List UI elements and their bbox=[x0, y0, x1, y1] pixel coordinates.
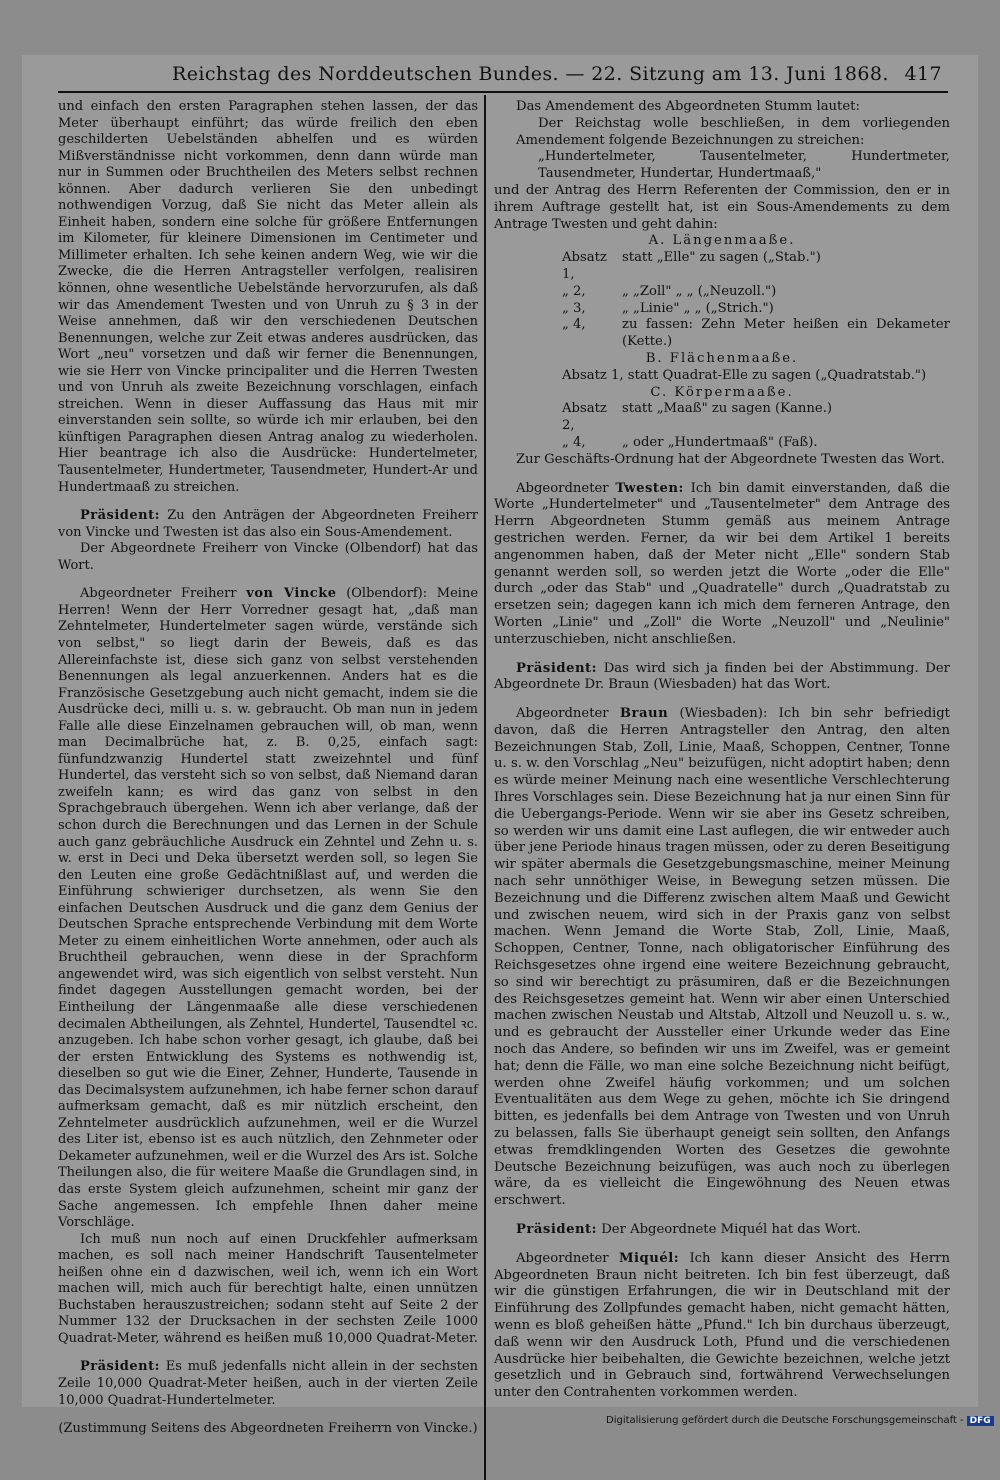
amendment-text: statt „Maaß" zu sagen (Kanne.) bbox=[622, 401, 833, 417]
amendment-list-c bbox=[494, 401, 950, 451]
speech-text: Ich kann dieser Ansicht des Herrn Abgeordneten Braun nicht beitreten. Ich bin fest überzeugt, daß wir die günstigen Erfahrungen, die wir in Deutschland mit der Einführung des Zollpfundes gemacht haben, nicht gemacht hätten, wenn es bloß geheißen hätte „Pfund." Ich bin durchaus überzeugt, daß wenn wir den Ausdruck Loth, Pfund und die verschiedenen Ausdrücke hier beibehalten, die Gewichte bezeichnen, welche jetzt gesetzlich und in Gebrauch sind, fortwährend Verwechselungen unter den Contrahenten vorkommen werden. bbox=[494, 1250, 950, 1401]
amendment-label: Absatz 2, bbox=[562, 401, 607, 434]
paragraph: Zur Geschäfts-Ordnung hat der Abgeordnete Twesten das Wort. bbox=[516, 451, 945, 467]
speaker-prefix: Abgeordneter bbox=[516, 1250, 609, 1266]
paragraph: Das Amendement des Abgeordneten Stumm lautet: bbox=[516, 99, 860, 114]
speech-text: Ich bin damit einverstanden, daß die Worte „Hundertelmeter" und „Tausentelmeter" dem Antrage des Herrn Abgeordneten Stumm gemäß aus meinem Antrage gestrichen werden. Ferner, da wir bei dem Artikel 1 bereits angenommen haben, daß der Meter nicht „Elle" sondern Stab genannt werden soll, so werden jetzt die Worte „oder die Elle" durch „oder das Stab" und „Quadratelle" durch „Quadratstab zu ersetzen sein; dagegen kann ich mich dem ferneren Antrage, den Worten „Linie" und „Zoll" die Worte „Neuzoll" und „Neulinie" unterzuschieben, nicht anschließen. bbox=[494, 480, 950, 647]
speech-text: Es muß jedenfalls nicht allein in der sechsten Zeile 10,000 Quadrat-Meter heißen, auch in der vierten Zeile 10,000 Quadrat-Hundertelmeter. bbox=[58, 1359, 478, 1408]
amendment-text: statt „Elle" zu sagen („Stab.") bbox=[622, 250, 821, 266]
dfg-logo: DFG bbox=[967, 1416, 994, 1426]
paragraph: Der Abgeordnete Freiherr von Vincke (Olbendorf) hat das Wort. bbox=[58, 541, 478, 573]
speaker-name: Präsident: bbox=[516, 1222, 598, 1237]
amendment-label: „ 3, bbox=[562, 300, 586, 316]
amendment-row bbox=[494, 435, 950, 452]
amendment-row: Absatz 1, statt Quadrat-Elle zu sagen („Quadratstab.") bbox=[562, 367, 927, 383]
speech-text: Zu den Anträgen der Abgeordneten Freiherr von Vincke und Twesten ist das also ein Sous-Amendement. bbox=[58, 508, 478, 540]
paragraph: Der Reichstag wolle beschließen, in dem vorliegenden Amendement folgende Bezeichnungen zu streichen: bbox=[516, 115, 950, 148]
section-heading: A. Längenmaaße. bbox=[648, 233, 796, 249]
right-column bbox=[494, 99, 950, 1402]
running-title: Reichstag des Norddeutschen Bundes. — 22. Sitzung am 13. Juni 1868. bbox=[172, 63, 889, 85]
page-header bbox=[172, 63, 942, 89]
paragraph bbox=[58, 1359, 478, 1409]
amendment-label: Absatz 1, bbox=[562, 250, 607, 282]
amendment-row bbox=[494, 250, 950, 284]
amendment-row bbox=[494, 284, 950, 301]
speaker-name: von Vincke bbox=[246, 586, 337, 602]
speech-text: Das wird sich ja finden bei der Abstimmung. Der Abgeordnete Dr. Braun (Wiesbaden) hat das Wort. bbox=[494, 660, 950, 693]
column-divider bbox=[484, 95, 486, 1480]
paragraph: „Hundertelmeter, Tausentelmeter, Hundertmeter, Tausendmeter, Hundertar, Hundertmaaß," bbox=[538, 149, 950, 182]
speaker-name: Miquél: bbox=[618, 1250, 680, 1266]
paragraph: Ich muß nun noch auf einen Druckfehler aufmerksam machen, es soll nach meiner Handschrift Tausentelmeter heißen ohne ein d dazwischen, weil ich, wenn ich ein Wort machen will, mich auch für berechtigt halte, einen unnützen Buchstaben herauszustreichen; sodann steht auf Seite 2 der Nummer 132 der Drucksachen in der sechsten Zeile 1000 Quadrat-Meter, während es heißen muß 10,000 Quadrat-Meter. bbox=[58, 1231, 478, 1346]
paragraph bbox=[494, 1251, 950, 1402]
speaker-name: Twesten: bbox=[615, 480, 684, 496]
speech-text: (Olbendorf): Meine Herren! Wenn der Herr Vorredner gesagt hat, „daß man Zehntelmeter, Hundertelmeter sagen würde, verstände sich von selbst," so liegt darin der Beweis, daß es das Allereinfachste ist, diese sich ganz von selbst verstehenden Benennungen als legal anzuerkennen. Anders hat es die Französische Gesetzgebung auch nicht gemacht, indem sie die Ausdrücke deci, milli u. s. w. gebraucht. Ob man nun in jedem Falle alle diese Einzelnamen gebrauchen will, ob man, wenn man Decimalbrüche hat, z. B. 0,25, einfach sagt: fünfundzwanzig Hundertel statt zweizehntel und fünf Hundertel, das versteht sich so von selbst, daß Niemand daran zweifeln kann; es wird das ganz von selbst in den Sprachgebrauch übergehen. Wenn ich aber verlange, daß der schon durch die Berechnungen und das Lernen in der Schule auch ganz gebräuchliche Ausdruck ein Zehntel und Zehn u. s. w. erst in Deci und Deka übersetzt werden soll, so legen Sie den Leuten eine große Gedächtnißlast auf, und werden die Einführung schwieriger durchsetzen, als wenn Sie den einfachen Deutschen Ausdruck und die ganz dem Genius der Deutschen Sprache entsprechende Verbindung mit dem Worte Meter zu einem einheitlichen Worte annehmen, oder auch als Bruchtheil gebrauchen, wenn diese in der Sprachform angewendet wird, was sich eigentlich von selbst versteht. Nun findet dagegen Ausstellungen gemacht worden, bei der Eintheilung der Längenmaaße alle diese verschiedenen decimalen Abtheilungen, als Zehntel, Hundertel, Tausendtel ꝛc. anzugeben. Ich habe schon vorher gesagt, ich glaube, daß bei der ersten Entwicklung des Systems es nothwendig ist, dieselben so gut wie die Einer, Zehner, Hunderte, Tausende in das Decimalsystem aufzunehmen, ich habe ferner schon darauf aufmerksam gemacht, daß es mir nützlich erscheint, den Zehntelmeter ausdrücklich aufzunehmen, weil er die Wurzel des Liter ist, ebenso ist es auch nützlich, den Zehnmeter oder Dekameter aufzunehmen, weil er die Wurzel des Ars ist. Solche Theilungen also, die für weitere Maaße die Grundlagen sind, in das erste System gleich aufzunehmen, scheint mir ganz der Sache angemessen. Ich empfehle Ihnen daher meine Vorschläge. bbox=[58, 586, 479, 1231]
paragraph bbox=[58, 586, 478, 1231]
paragraph: und einfach den ersten Paragraphen stehen lassen, der das Meter überhaupt einführt; das würde freilich den eben geschilderten Uebelständen abhelfen und es würden Mißverständnisse nicht vorkommen, denn dann würde man nur in Summen oder Bruchtheilen des Meters selbst rechnen können. Aber dadurch verlieren Sie den unbedingt nothwendigen Vorzug, daß Sie nicht das Meter allein als Einheit haben, sondern eine solche für größere Entfernungen im Kilometer, für kleinere Dimensionen im Centimeter und Millimeter erhalten. Ich sehe keinen andern Weg, wie wir die Zwecke, die die Herren Antragsteller verfolgen, realisiren können, ohne wesentliche Uebelstände hervorzurufen, als daß wir das Amendement Twesten und von Unruh zu § 3 in der Weise annehmen, daß wir den verschiedenen Deutschen Benennungen, welche zur Zeit etwas anderes ausdrücken, das Wort „neu" vorsetzen und daß wir ferner die Benennungen, wie sie Herr von Vincke principaliter und die Herren Twesten und von Unruh als zweite Bezeichnung vorschlagen, einfach streichen. Wenn in dieser Auffassung das Haus mit mir einverstanden sein sollte, so würde ich mir erlauben, bei den künftigen Paragraphen diesen Antrag analog zu wiederholen. Hier beantrage ich also die Ausdrücke: Hundertelmeter, Tausentelmeter, Hundertmeter, Tausendmeter, Hundert-Ar und Hundertmaaß zu streichen. bbox=[58, 99, 478, 495]
paragraph: und der Antrag des Herrn Referenten der Commission, den er in ihrem Auftrage gestellt hat, ist ein Sous-Amendements zu dem Antrage Twesten und geht dahin: bbox=[494, 182, 950, 232]
amendment-text: zu fassen: Zehn Meter heißen ein Dekameter (Kette.) bbox=[622, 317, 950, 350]
speech-text: Der Abgeordnete Miquél hat das Wort. bbox=[601, 1222, 861, 1237]
amendment-label: „ 4, bbox=[562, 317, 586, 333]
amendment-list-a bbox=[494, 250, 950, 351]
paragraph: (Zustimmung Seitens des Abgeordneten Freiherrn von Vincke.) bbox=[58, 1421, 478, 1437]
amendment-text: „ „Zoll" „ „ („Neuzoll.") bbox=[622, 283, 777, 299]
paragraph bbox=[494, 1222, 950, 1239]
digitization-credit bbox=[606, 1415, 994, 1426]
amendment-row bbox=[494, 401, 950, 435]
paragraph bbox=[494, 661, 950, 695]
speaker-name: Braun bbox=[619, 706, 669, 722]
speaker-name: Präsident: bbox=[516, 660, 598, 676]
amendment-row bbox=[494, 317, 950, 351]
amendment-label: „ 2, bbox=[562, 283, 586, 299]
credit-text: Digitalisierung gefördert durch die Deutsche Forschungsgemeinschaft - bbox=[606, 1415, 964, 1426]
speaker-prefix: Abgeordneter bbox=[516, 480, 609, 496]
amendment-text: „ oder „Hundertmaaß" (Faß). bbox=[622, 434, 818, 450]
speaker-prefix: Abgeordneter bbox=[516, 706, 609, 722]
left-column bbox=[58, 99, 478, 1438]
amendment-text: „ „Linie" „ „ („Strich.") bbox=[622, 300, 774, 316]
page-number: 417 bbox=[904, 63, 942, 85]
paragraph bbox=[494, 706, 950, 1210]
speaker-name: Präsident: bbox=[80, 1359, 160, 1375]
amendment-row bbox=[494, 301, 950, 318]
paragraph bbox=[494, 481, 950, 649]
section-heading: B. Flächenmaaße. bbox=[645, 350, 799, 366]
speaker-prefix: Abgeordneter Freiherr bbox=[80, 586, 237, 602]
speech-text: (Wiesbaden): Ich bin sehr befriedigt davon, daß die Herren Antragsteller den Antrag, den alten Bezeichnungen Stab, Zoll, Linie, Maaß, Schoppen, Centner, Tonne u. s. w. den Vorschlag „Neu" beizufügen, nicht adoptirt haben; denn es würde meiner Meinung nach eine wesentliche Verschlechterung Ihres Vorschlages sein. Diese Bezeichnung hat ja nur einen Sinn für die Uebergangs-Periode. Wenn wir sie aber ins Gesetz schreiben, so werden wir uns damit eine Last auflegen, die wir entweder auch über jene Periode hinaus tragen müssen, oder zu deren Beseitigung wir später abermals die Gesetzgebungsmaschine, meiner Meinung nach sehr unnöthiger Weise, in Bewegung setzen müssen. Die Bezeichnung und die Differenz zwischen altem Maaß und Gewicht und zwischen neuem, wird sich in der Praxis ganz von selbst machen. Wenn Jemand die Worte Stab, Zoll, Linie, Maaß, Schoppen, Centner, Tonne, nach obligatorischer Einführung des Reichsgesetzes ohne irgend eine weitere Bezeichnung gebraucht, so sind wir berechtigt zu präsumiren, daß er die Bezeichnungen des Reichsgesetzes gemeint hat. Wenn wir aber einen Unterschied machen zwischen Neustab und Altstab, Altzoll und Neuzoll u. s. w., und es gebraucht der Aussteller einer Urkunde weder das Eine noch das Andere, so befinden wir uns im Zweifel, was er gemeint hat; denn die Fälle, wo man eine solche Bezeichnung nicht beifügt, werden ohne Zweifel häufig vorkommen; und um solchen Eventualitäten aus dem Wege zu gehen, möchte ich Sie dringend bitten, es jedenfalls bei dem Antrage von Twesten und von Unruh zu belassen, falls Sie überhaupt geneigt sein sollten, den Anfangs etwas fremdklingenden Worten des Gesetzes die gewohnte Deutsche Bezeichnung beizufügen, was auch noch zu überlegen wäre, da es vielleicht die Eingewöhnung des Neuen etwas erschwert. bbox=[494, 706, 950, 1209]
section-heading: C. Körpermaaße. bbox=[650, 384, 794, 400]
amendment-label: „ 4, bbox=[562, 434, 586, 450]
paragraph bbox=[58, 508, 478, 541]
speaker-name: Präsident: bbox=[80, 508, 160, 524]
header-rule bbox=[58, 91, 948, 93]
